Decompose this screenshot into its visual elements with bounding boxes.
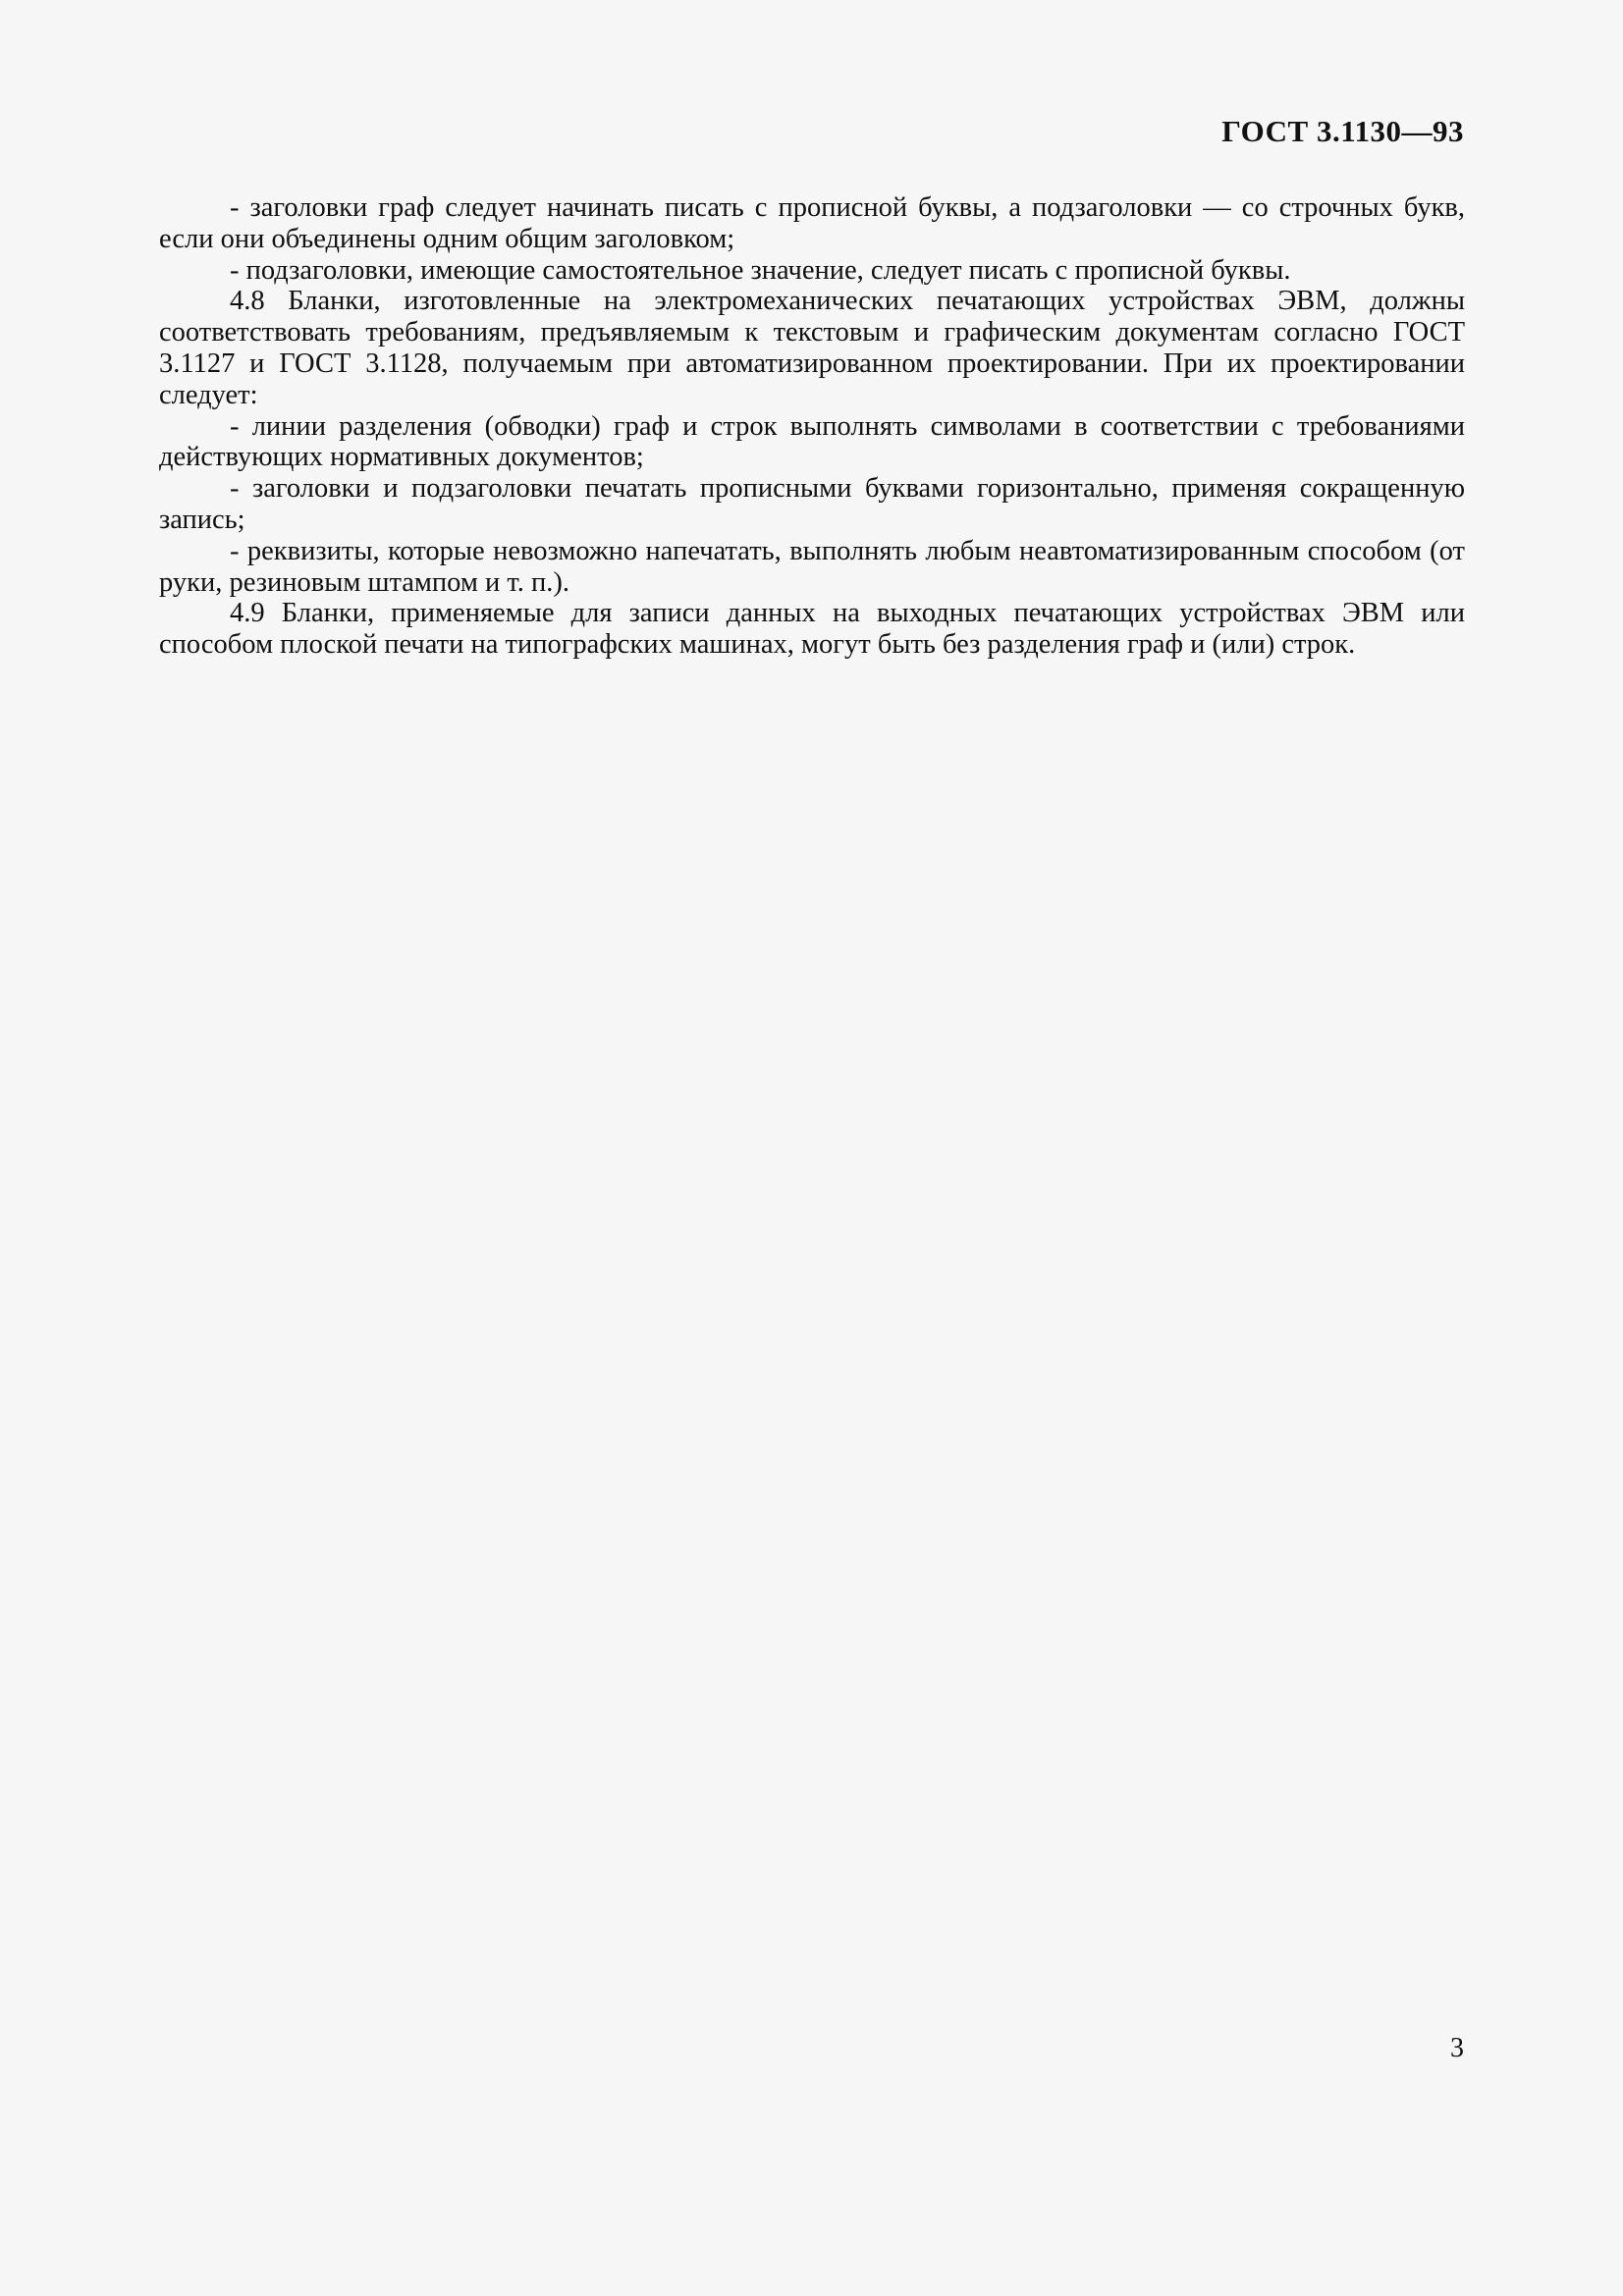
- paragraph-requisites-rule: - реквизиты, которые невозможно напечатать, выполнять любым неавтоматизированным способом (от руки, резиновым штампом и т. п.).: [159, 535, 1465, 598]
- paragraph-subheadings-rule: - подзаголовки, имеющие самостоятельное значение, следует писать с прописной буквы.: [230, 254, 1291, 286]
- paragraph-column-headings-rule: - заголовки граф следует начинать писать с прописной буквы, а подзаголовки — со строчных букв, если они объединены одним общим заголовком;: [159, 192, 1465, 254]
- paragraph-headings-print-rule: - заголовки и подзаголовки печатать прописными буквами горизонтально, применяя сокращенную запись;: [159, 473, 1465, 535]
- paragraph-clause-4-8: 4.8 Бланки, изготовленные на электромеханических печатающих устройствах ЭВМ, должны соответствовать требованиям, предъявляемым к текстовым и графическим документам согласно ГОСТ 3.1127 и ГОСТ 3.1128, получаемым при автоматизированном проектировании. При их проектировании следует:: [159, 286, 1465, 410]
- document-code-header: ГОСТ 3.1130—93: [1221, 114, 1464, 148]
- page-number: 3: [1450, 2033, 1464, 2063]
- document-body: [159, 192, 1465, 661]
- paragraph-dividing-lines-rule: - линии разделения (обводки) граф и строк выполнять символами в соответствии с требованиями действующих нормативных документов;: [159, 410, 1465, 473]
- paragraph-clause-4-9: 4.9 Бланки, применяемые для записи данных на выходных печатающих устройствах ЭВМ или способом плоской печати на типографских машинах, могут быть без разделения граф и (или) строк.: [159, 598, 1465, 661]
